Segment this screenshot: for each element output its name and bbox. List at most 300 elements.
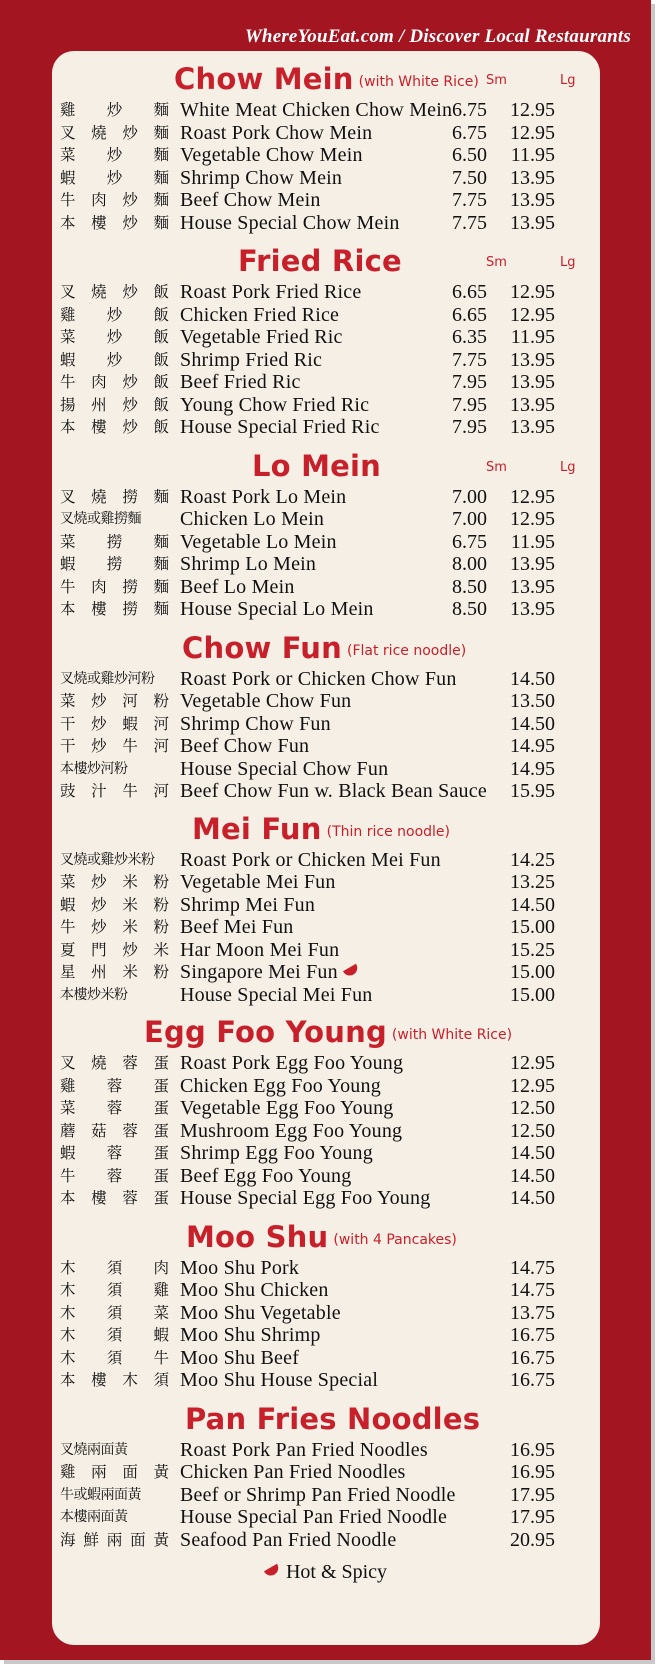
chinese-char: 樓 (91, 418, 107, 436)
item-name-text: Shrimp Chow Mein (180, 166, 343, 189)
section-title (238, 241, 402, 281)
price: 16.75 (510, 1346, 555, 1369)
item-english-name (180, 1052, 403, 1075)
chinese-char: 揚 (60, 395, 76, 414)
chinese-char: 菇 (91, 1121, 107, 1140)
item-chinese-name (60, 849, 169, 872)
price: 14.75 (510, 1279, 555, 1301)
item-english-name (180, 849, 441, 872)
chinese-char: 米 (122, 873, 138, 891)
price: 12.95 (510, 1074, 555, 1097)
item-name-text: Chicken Fried Rice (180, 303, 340, 326)
chinese-char: 炒 (122, 283, 138, 301)
item-english-name (180, 916, 294, 939)
menu-item (52, 167, 600, 190)
price-large: 11.95 (510, 144, 555, 166)
menu-item (52, 1187, 600, 1210)
chinese-char: 燒 (91, 1054, 107, 1072)
item-english-name (180, 668, 457, 691)
item-name-text: Roast Pork Fried Rice (180, 281, 362, 303)
item-english-name (180, 690, 351, 713)
chinese-char: 本 (60, 600, 76, 618)
item-chinese-name (60, 1369, 169, 1392)
chinese-char: 須 (106, 1258, 123, 1277)
chinese-char: 炒 (106, 350, 123, 369)
price-small: 7.75 (452, 348, 487, 371)
chinese-char: 河 (153, 782, 169, 800)
chinese-char: 木 (60, 1303, 76, 1322)
chinese-char: 蝦 (60, 168, 76, 187)
item-english-name (180, 1279, 329, 1302)
chinese-char: 粉 (153, 963, 169, 981)
chinese-char: 米 (122, 963, 138, 981)
menu-item (52, 1257, 600, 1280)
chinese-char: 本 (60, 1189, 76, 1207)
price-large: 11.95 (510, 530, 555, 553)
menu-item (52, 939, 600, 962)
menu-section (52, 1399, 600, 1552)
item-name-text: House Special Chow Mein (180, 211, 400, 234)
item-english-name (180, 553, 316, 576)
price-large: 12.95 (510, 99, 555, 121)
item-name-text: Roast Pork Chow Mein (180, 121, 373, 144)
chinese-char: 炒 (122, 395, 138, 414)
item-english-name (180, 871, 336, 894)
menu-section (52, 809, 600, 1007)
chinese-char: 兩 (91, 1463, 107, 1481)
menu-item (52, 961, 600, 984)
section-title (252, 446, 381, 486)
item-english-name (180, 894, 315, 917)
menu-item (52, 1165, 600, 1188)
chinese-char: 麵 (153, 168, 169, 187)
menu-item (52, 1369, 600, 1392)
menu-item (52, 99, 600, 122)
section-title-text: Moo Shu (186, 1219, 329, 1254)
chinese-char: 炒 (106, 328, 123, 346)
chinese-char: 叉燒或雞撈麵 (60, 511, 141, 527)
column-header-lg: Lg (560, 255, 576, 270)
item-english-name (180, 189, 321, 212)
chinese-char: 汁 (91, 782, 107, 800)
menu-item (52, 553, 600, 576)
item-name-text: Shrimp Lo Mein (180, 553, 317, 575)
item-chinese-name (60, 735, 169, 758)
item-chinese-name (60, 758, 169, 781)
chinese-char: 炒 (122, 191, 138, 209)
chinese-char: 米 (122, 918, 138, 936)
price: 14.25 (510, 848, 555, 871)
menu-section (52, 59, 600, 234)
item-chinese-name (60, 1075, 169, 1098)
item-name-text: Singapore Mei Fun (180, 961, 338, 983)
item-chinese-name (60, 99, 169, 122)
price-small: 7.50 (452, 166, 487, 189)
chinese-char: 叉 (60, 123, 76, 142)
chinese-char: 蛋 (153, 1099, 169, 1117)
item-name-text: Beef Chow Fun w. Black Bean Sauce (180, 780, 487, 802)
price-small: 8.50 (452, 575, 487, 598)
legend (52, 1561, 600, 1584)
price: 12.95 (510, 1052, 555, 1074)
menu-item (52, 780, 600, 803)
item-english-name (180, 371, 301, 394)
item-chinese-name (60, 1461, 169, 1484)
price-small: 6.35 (452, 326, 487, 348)
item-chinese-name (60, 1529, 169, 1552)
menu-section (52, 1217, 600, 1392)
menu-item (52, 508, 600, 531)
item-chinese-name (60, 371, 169, 394)
section-title (192, 809, 450, 849)
chinese-char: 樓 (91, 213, 107, 232)
price: 17.95 (510, 1483, 555, 1506)
section-title-text: Chow Mein (174, 62, 354, 96)
section-title-text: Fried Rice (238, 244, 402, 278)
item-english-name (180, 758, 388, 781)
item-english-name (180, 486, 346, 509)
chinese-char: 雞 (60, 1463, 76, 1481)
chinese-char: 蛋 (153, 1189, 169, 1207)
menu-item (52, 871, 600, 894)
menu-section (52, 628, 600, 803)
item-name-text: Beef Fried Ric (180, 371, 301, 393)
price: 12.50 (510, 1119, 555, 1142)
item-chinese-name (60, 553, 169, 576)
section-subtitle: (with White Rice) (391, 1027, 513, 1043)
chinese-char: 麵 (153, 146, 169, 164)
item-name-text: Moo Shu Vegetable (180, 1301, 341, 1324)
price-small: 7.00 (452, 508, 487, 530)
chinese-char: 蛋 (153, 1166, 169, 1185)
chinese-char: 蓉 (122, 1189, 138, 1207)
price-large: 13.95 (510, 189, 555, 211)
item-name-text: Roast Pork or Chicken Mei Fun (180, 848, 441, 871)
item-chinese-name (60, 984, 169, 1007)
menu-item (52, 1461, 600, 1484)
chinese-char: 粉 (153, 692, 169, 710)
chinese-char: 牛 (60, 1166, 76, 1185)
chinese-char: 粉 (153, 918, 169, 936)
chinese-char: 牛 (122, 737, 138, 755)
chinese-char: 炒 (122, 418, 138, 436)
chili-pepper-icon (264, 1564, 281, 1578)
item-chinese-name (60, 1120, 169, 1143)
item-name-text: Vegetable Fried Ric (180, 326, 343, 348)
chinese-char: 飯 (153, 373, 169, 391)
item-name-text: Roast Pork Lo Mein (180, 485, 347, 508)
chinese-char: 河 (153, 737, 169, 755)
price-large: 12.95 (510, 485, 555, 508)
item-name-text: Vegetable Chow Fun (180, 690, 352, 712)
item-chinese-name (60, 144, 169, 167)
chinese-char: 黃 (153, 1530, 169, 1549)
section-header (52, 1217, 600, 1257)
chinese-char: 本樓兩面黃 (60, 1509, 128, 1525)
chinese-char: 蓉 (106, 1076, 123, 1095)
menu-section (52, 446, 600, 621)
chinese-char: 牛或蝦兩面黃 (60, 1486, 141, 1503)
menu-item (52, 668, 600, 691)
chinese-char: 粉 (153, 873, 169, 891)
menu-item (52, 849, 600, 872)
item-chinese-name (60, 1439, 169, 1462)
chinese-char: 海 (60, 1530, 76, 1549)
chinese-char: 蛋 (153, 1054, 169, 1072)
price-large: 13.95 (510, 575, 555, 598)
item-english-name (180, 961, 359, 984)
chinese-char: 米 (153, 940, 169, 959)
chinese-char: 蝦 (153, 1326, 169, 1344)
price: 12.50 (510, 1097, 555, 1119)
price: 14.75 (510, 1256, 555, 1279)
chinese-char: 麵 (153, 213, 169, 232)
chinese-char: 炒 (91, 714, 107, 733)
item-chinese-name (60, 1142, 169, 1165)
item-name-text: Vegetable Mei Fun (180, 871, 336, 893)
chinese-char: 燒 (91, 283, 107, 301)
price-small: 6.75 (452, 121, 487, 144)
chinese-char: 干 (60, 737, 76, 755)
chinese-char: 須 (106, 1326, 123, 1344)
item-english-name (180, 167, 342, 190)
item-name-text: Mushroom Egg Foo Young (180, 1119, 403, 1142)
item-name-text: Har Moon Mei Fun (180, 938, 340, 961)
price: 13.75 (510, 1301, 555, 1324)
item-english-name (180, 508, 324, 531)
menu-section (52, 241, 600, 439)
chinese-char: 面 (122, 1463, 138, 1481)
item-name-text: Chicken Pan Fried Noodles (180, 1461, 406, 1483)
item-english-name (180, 1347, 299, 1370)
price-small: 6.65 (452, 281, 487, 303)
chinese-char: 米 (122, 895, 138, 914)
chinese-char: 飯 (153, 418, 169, 436)
chinese-char: 撈 (122, 487, 138, 506)
chinese-char: 河 (122, 692, 138, 710)
chinese-char: 炒 (91, 692, 107, 710)
chinese-char: 菜 (60, 873, 76, 891)
menu-item (52, 1324, 600, 1347)
chinese-char: 牛 (60, 373, 76, 391)
menu-item (52, 394, 600, 417)
menu-item (52, 416, 600, 439)
item-chinese-name (60, 212, 169, 235)
chinese-char: 炒 (122, 123, 138, 142)
chinese-char: 麵 (153, 555, 169, 573)
chinese-char: 炒 (122, 213, 138, 232)
price: 13.50 (510, 690, 555, 712)
price-large: 13.95 (510, 166, 555, 189)
item-english-name (180, 1165, 351, 1188)
item-english-name (180, 144, 363, 167)
chinese-char: 兩 (106, 1530, 123, 1549)
chinese-char: 撈 (122, 577, 138, 596)
price: 15.00 (510, 916, 555, 938)
item-chinese-name (60, 780, 169, 803)
item-english-name (180, 416, 380, 439)
price-small: 7.95 (452, 393, 487, 416)
price: 15.95 (510, 780, 555, 802)
item-english-name (180, 349, 322, 372)
price-large: 12.95 (510, 121, 555, 144)
menu-item (52, 984, 600, 1007)
item-english-name (180, 1439, 428, 1462)
item-english-name (180, 780, 487, 803)
chinese-char: 菜 (60, 1099, 76, 1117)
item-english-name (180, 1529, 396, 1552)
item-name-text: House Special Lo Mein (180, 598, 374, 620)
item-chinese-name (60, 508, 169, 531)
menu-item (52, 531, 600, 554)
chinese-char: 飯 (153, 305, 169, 324)
item-name-text: Shrimp Mei Fun (180, 893, 316, 916)
chinese-char: 雞 (153, 1281, 169, 1299)
item-english-name (180, 598, 374, 621)
item-chinese-name (60, 598, 169, 621)
item-english-name (180, 1369, 378, 1392)
menu-item (52, 281, 600, 304)
chinese-char: 飯 (153, 328, 169, 346)
chinese-char: 炒 (106, 168, 123, 187)
chinese-char: 牛 (60, 191, 76, 209)
chinese-char: 菜 (153, 1303, 169, 1322)
item-english-name (180, 394, 369, 417)
price-small: 6.75 (452, 530, 487, 553)
item-name-text: Moo Shu Shrimp (180, 1324, 321, 1346)
chinese-char: 蓉 (122, 1121, 138, 1140)
item-chinese-name (60, 1302, 169, 1325)
item-english-name (180, 531, 337, 554)
chinese-char: 燒 (91, 123, 107, 142)
chinese-char: 干 (60, 714, 76, 733)
menu-item (52, 1302, 600, 1325)
chinese-char: 雞 (60, 305, 76, 324)
chinese-char: 須 (106, 1281, 123, 1299)
chinese-char: 須 (153, 1371, 169, 1389)
chinese-char: 木 (60, 1258, 76, 1277)
chinese-char: 叉 (60, 487, 76, 506)
menu-panel (52, 51, 600, 1645)
chinese-char: 蝦 (60, 1144, 76, 1162)
chinese-char: 炒 (122, 940, 138, 959)
item-name-text: House Special Chow Fun (180, 757, 389, 780)
menu-item (52, 144, 600, 167)
item-english-name (180, 735, 309, 758)
section-title (186, 1217, 457, 1257)
chinese-char: 麵 (153, 532, 169, 551)
item-english-name (180, 212, 400, 235)
chinese-char: 蝦 (122, 714, 138, 733)
section-title-text: Egg Foo Young (144, 1015, 387, 1049)
chinese-char: 肉 (91, 577, 107, 596)
chinese-char: 木 (60, 1348, 76, 1367)
column-header-sm: Sm (486, 459, 507, 475)
chinese-char: 須 (106, 1348, 123, 1367)
price: 14.50 (510, 1164, 555, 1187)
chinese-char: 蓉 (122, 1054, 138, 1072)
chinese-char: 肉 (91, 191, 107, 209)
item-chinese-name (60, 690, 169, 713)
chinese-char: 本樓炒米粉 (60, 986, 128, 1003)
item-chinese-name (60, 713, 169, 736)
chinese-char: 州 (91, 963, 107, 981)
item-chinese-name (60, 326, 169, 349)
menu-item (52, 189, 600, 212)
chinese-char: 叉燒或雞炒米粉 (60, 851, 155, 868)
chinese-char: 蓉 (106, 1144, 123, 1162)
section-subtitle: (Flat rice noodle) (347, 642, 467, 659)
item-name-text: Moo Shu Pork (180, 1256, 300, 1279)
item-chinese-name (60, 531, 169, 554)
chinese-char: 菜 (60, 532, 76, 551)
item-name-text: Shrimp Chow Fun (180, 712, 331, 735)
price: 20.95 (510, 1528, 555, 1551)
section-title-text: Pan Fries Noodles (185, 1401, 481, 1436)
chinese-char: 燒 (91, 487, 107, 506)
menu-item (52, 1439, 600, 1462)
menu-item (52, 1484, 600, 1507)
chinese-char: 炒 (106, 146, 123, 164)
chinese-char: 麵 (153, 600, 169, 618)
item-chinese-name (60, 1324, 169, 1347)
item-english-name (180, 304, 339, 327)
site-header: WhereYouEat.com / Discover Local Restaurants (244, 26, 631, 47)
chinese-char: 叉 (60, 283, 76, 301)
price-small: 7.00 (452, 485, 487, 508)
price-large: 12.95 (510, 281, 555, 303)
price: 15.00 (510, 983, 555, 1006)
item-english-name (180, 1302, 341, 1325)
section-title-text: Mei Fun (192, 811, 322, 846)
price-small: 8.50 (452, 598, 487, 620)
item-chinese-name (60, 576, 169, 599)
chinese-char: 麵 (153, 123, 169, 142)
chinese-char: 樓 (91, 1371, 107, 1389)
chinese-char: 蝦 (60, 350, 76, 369)
item-name-text: Beef Mei Fun (180, 916, 294, 938)
item-name-text: House Special Egg Foo Young (180, 1187, 431, 1209)
chinese-char: 麵 (153, 487, 169, 506)
chinese-char: 門 (91, 940, 107, 959)
menu-item (52, 349, 600, 372)
item-chinese-name (60, 1097, 169, 1120)
item-english-name (180, 713, 331, 736)
column-header-sm: Sm (486, 255, 507, 270)
item-name-text: Beef Chow Mein (180, 189, 321, 211)
item-name-text: Chicken Egg Foo Young (180, 1074, 381, 1097)
section-header (52, 1399, 600, 1439)
item-chinese-name (60, 916, 169, 939)
item-name-text: Vegetable Egg Foo Young (180, 1097, 394, 1119)
item-english-name (180, 1461, 406, 1484)
chinese-char: 蝦 (60, 895, 76, 914)
chinese-char: 夏 (60, 940, 76, 959)
item-chinese-name (60, 668, 169, 691)
chili-pepper-icon (343, 964, 360, 978)
chinese-char: 肉 (91, 373, 107, 391)
price-small: 6.75 (452, 99, 487, 121)
item-chinese-name (60, 1052, 169, 1075)
item-english-name (180, 281, 361, 304)
item-name-text: Beef Egg Foo Young (180, 1164, 352, 1187)
chinese-char: 本 (60, 418, 76, 436)
item-name-text: Chicken Lo Mein (180, 508, 325, 530)
chinese-char: 撈 (122, 600, 138, 618)
chinese-char: 樓 (91, 1189, 107, 1207)
chinese-char: 樓 (91, 600, 107, 618)
item-name-text: Roast Pork or Chicken Chow Fun (180, 667, 457, 690)
